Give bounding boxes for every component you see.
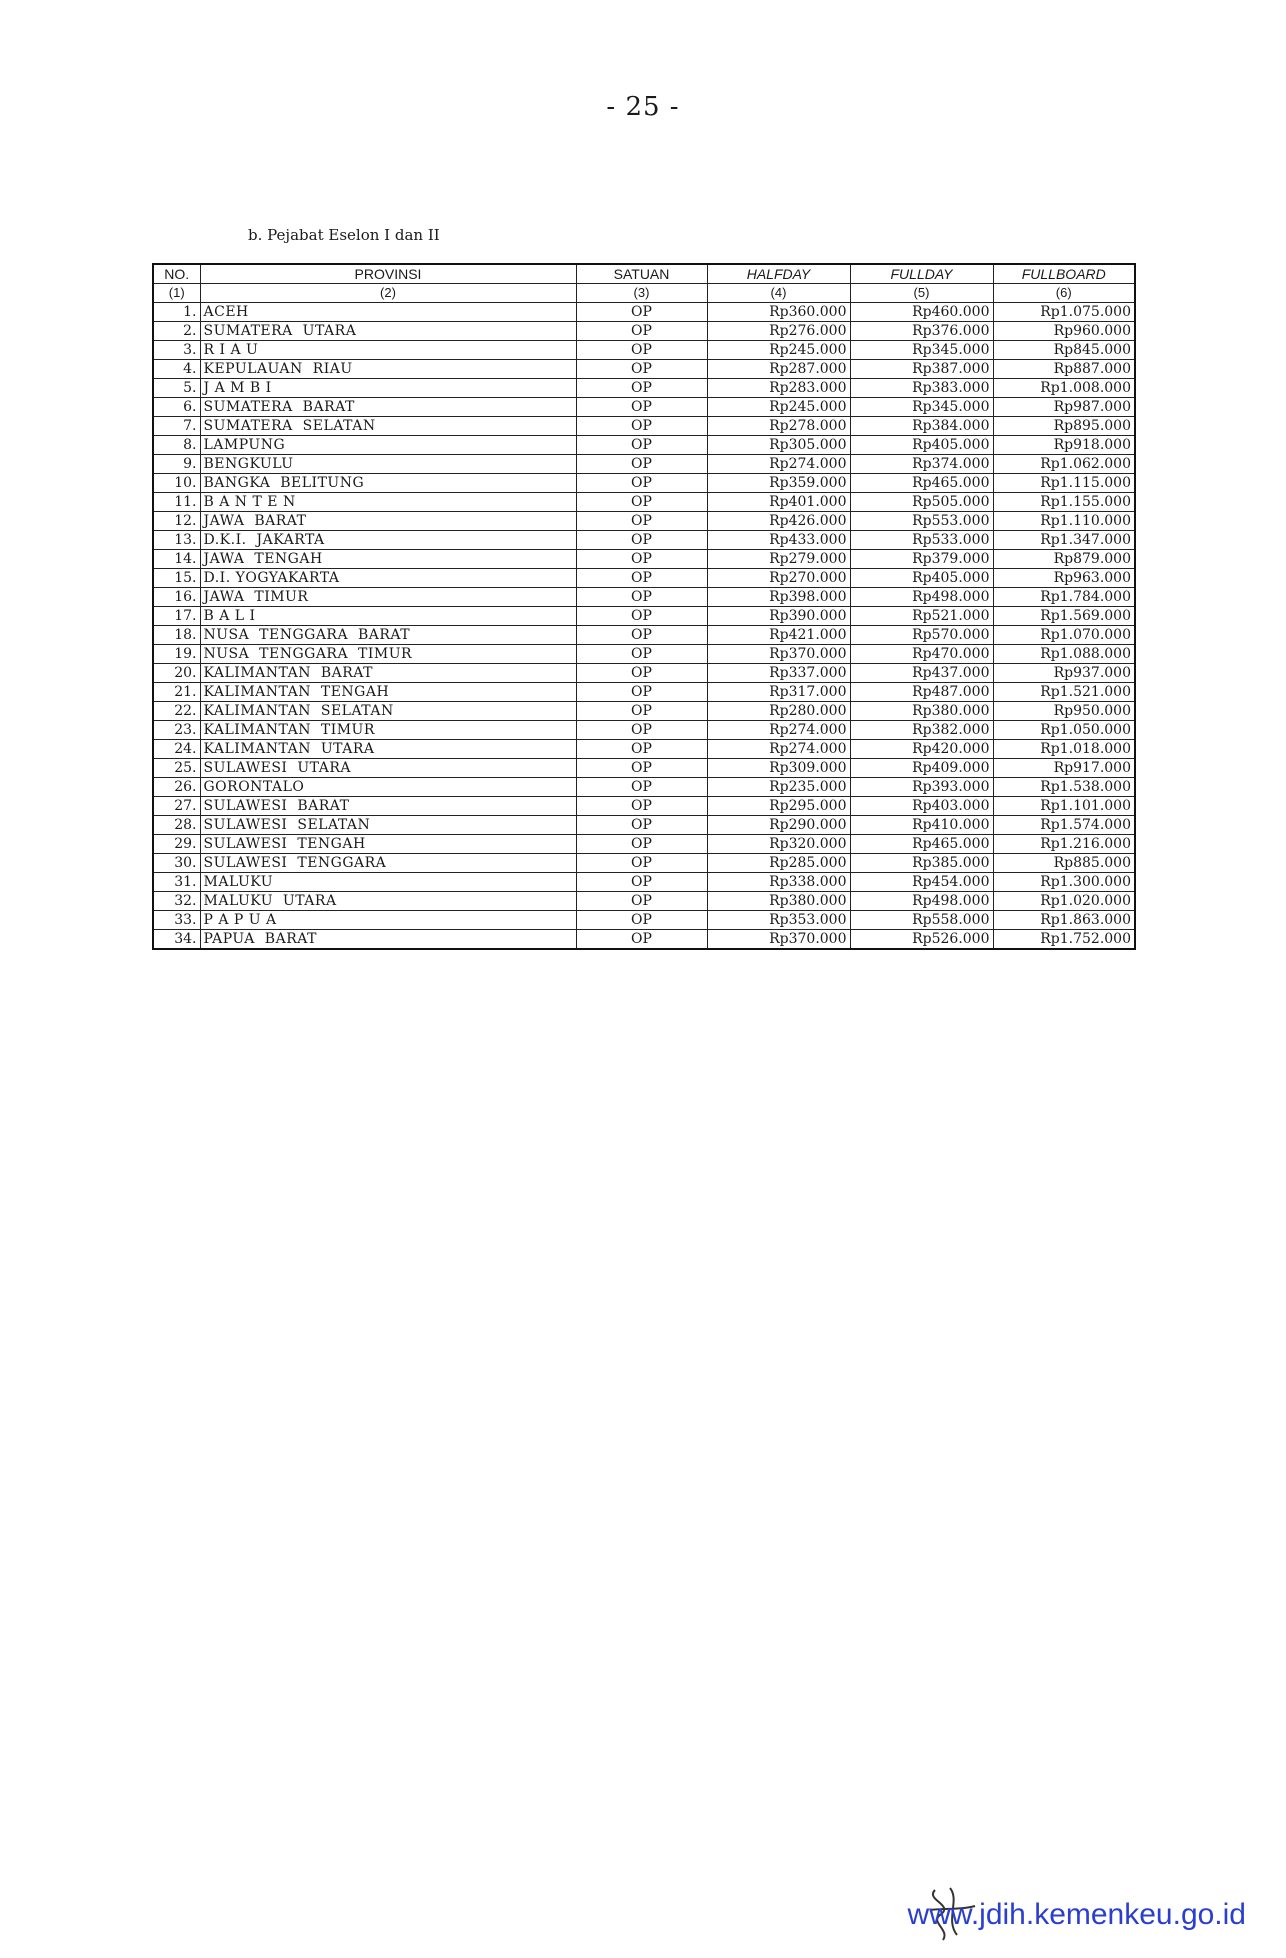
row-number: 20. (153, 664, 200, 683)
header-halfday: HALFDAY (707, 264, 850, 284)
table-row (153, 702, 1135, 721)
row-number: 6. (153, 398, 200, 417)
fullboard-rate: Rp1.155.000 (993, 493, 1135, 512)
fullday-rate: Rp382.000 (850, 721, 993, 740)
unit: OP (576, 645, 707, 664)
fullboard-rate: Rp963.000 (993, 569, 1135, 588)
fullday-rate: Rp409.000 (850, 759, 993, 778)
province-name: BENGKULU (200, 455, 576, 474)
province-name: NUSA TENGGARA TIMUR (200, 645, 576, 664)
fullday-rate: Rp465.000 (850, 474, 993, 493)
header-fullday: FULLDAY (850, 264, 993, 284)
halfday-rate: Rp280.000 (707, 702, 850, 721)
halfday-rate: Rp338.000 (707, 873, 850, 892)
unit: OP (576, 911, 707, 930)
province-name: GORONTALO (200, 778, 576, 797)
row-number: 21. (153, 683, 200, 702)
fullday-rate: Rp570.000 (850, 626, 993, 645)
fullday-rate: Rp553.000 (850, 512, 993, 531)
row-number: 29. (153, 835, 200, 854)
fullday-rate: Rp558.000 (850, 911, 993, 930)
row-number: 26. (153, 778, 200, 797)
province-name: LAMPUNG (200, 436, 576, 455)
column-number: (3) (576, 284, 707, 303)
fullboard-rate: Rp1.300.000 (993, 873, 1135, 892)
column-number: (4) (707, 284, 850, 303)
table-row (153, 512, 1135, 531)
unit: OP (576, 873, 707, 892)
table-row (153, 797, 1135, 816)
unit: OP (576, 740, 707, 759)
halfday-rate: Rp295.000 (707, 797, 850, 816)
halfday-rate: Rp279.000 (707, 550, 850, 569)
table-row (153, 303, 1135, 322)
fullboard-rate: Rp879.000 (993, 550, 1135, 569)
table-row (153, 683, 1135, 702)
row-number: 5. (153, 379, 200, 398)
unit: OP (576, 303, 707, 322)
unit: OP (576, 531, 707, 550)
fullday-rate: Rp505.000 (850, 493, 993, 512)
row-number: 4. (153, 360, 200, 379)
table-row (153, 474, 1135, 493)
unit: OP (576, 569, 707, 588)
row-number: 12. (153, 512, 200, 531)
fullday-rate: Rp526.000 (850, 930, 993, 950)
fullday-rate: Rp460.000 (850, 303, 993, 322)
halfday-rate: Rp270.000 (707, 569, 850, 588)
unit: OP (576, 626, 707, 645)
halfday-rate: Rp245.000 (707, 341, 850, 360)
fullday-rate: Rp345.000 (850, 341, 993, 360)
fullday-rate: Rp384.000 (850, 417, 993, 436)
unit: OP (576, 322, 707, 341)
unit: OP (576, 360, 707, 379)
row-number: 17. (153, 607, 200, 626)
fullday-rate: Rp345.000 (850, 398, 993, 417)
halfday-rate: Rp380.000 (707, 892, 850, 911)
fullday-rate: Rp437.000 (850, 664, 993, 683)
fullboard-rate: Rp987.000 (993, 398, 1135, 417)
province-name: SUMATERA SELATAN (200, 417, 576, 436)
row-number: 19. (153, 645, 200, 664)
table-row (153, 645, 1135, 664)
fullday-rate: Rp533.000 (850, 531, 993, 550)
table-row (153, 607, 1135, 626)
table-row (153, 778, 1135, 797)
table-row (153, 398, 1135, 417)
header-fullboard: FULLBOARD (993, 264, 1135, 284)
fullboard-rate: Rp1.110.000 (993, 512, 1135, 531)
fullboard-rate: Rp1.062.000 (993, 455, 1135, 474)
table-row (153, 759, 1135, 778)
unit: OP (576, 702, 707, 721)
table-row (153, 455, 1135, 474)
province-name: JAWA TENGAH (200, 550, 576, 569)
table-row (153, 550, 1135, 569)
header-satuan: SATUAN (576, 264, 707, 284)
halfday-rate: Rp276.000 (707, 322, 850, 341)
table-row (153, 341, 1135, 360)
column-number: (1) (153, 284, 200, 303)
fullday-rate: Rp376.000 (850, 322, 993, 341)
halfday-rate: Rp359.000 (707, 474, 850, 493)
unit: OP (576, 455, 707, 474)
table-header-row (153, 264, 1135, 284)
unit: OP (576, 778, 707, 797)
row-number: 30. (153, 854, 200, 873)
province-name: KALIMANTAN BARAT (200, 664, 576, 683)
unit: OP (576, 474, 707, 493)
row-number: 27. (153, 797, 200, 816)
row-number: 13. (153, 531, 200, 550)
unit: OP (576, 930, 707, 950)
province-name: PAPUA BARAT (200, 930, 576, 950)
halfday-rate: Rp283.000 (707, 379, 850, 398)
unit: OP (576, 607, 707, 626)
unit: OP (576, 512, 707, 531)
table-row (153, 379, 1135, 398)
fullboard-rate: Rp937.000 (993, 664, 1135, 683)
unit: OP (576, 683, 707, 702)
fullday-rate: Rp393.000 (850, 778, 993, 797)
fullday-rate: Rp374.000 (850, 455, 993, 474)
fullday-rate: Rp420.000 (850, 740, 993, 759)
fullboard-rate: Rp1.075.000 (993, 303, 1135, 322)
halfday-rate: Rp353.000 (707, 911, 850, 930)
fullday-rate: Rp383.000 (850, 379, 993, 398)
unit: OP (576, 892, 707, 911)
province-name: MALUKU UTARA (200, 892, 576, 911)
section-title: b. Pejabat Eselon I dan II (248, 226, 440, 244)
fullday-rate: Rp521.000 (850, 607, 993, 626)
table-row (153, 835, 1135, 854)
table-row (153, 911, 1135, 930)
row-number: 18. (153, 626, 200, 645)
fullboard-rate: Rp917.000 (993, 759, 1135, 778)
fullboard-rate: Rp1.070.000 (993, 626, 1135, 645)
fullboard-rate: Rp1.115.000 (993, 474, 1135, 493)
province-name: SULAWESI BARAT (200, 797, 576, 816)
column-number: (6) (993, 284, 1135, 303)
province-name: SULAWESI UTARA (200, 759, 576, 778)
row-number: 23. (153, 721, 200, 740)
unit: OP (576, 417, 707, 436)
fullboard-rate: Rp950.000 (993, 702, 1135, 721)
halfday-rate: Rp309.000 (707, 759, 850, 778)
fullboard-rate: Rp1.521.000 (993, 683, 1135, 702)
fullboard-rate: Rp1.050.000 (993, 721, 1135, 740)
table-row (153, 322, 1135, 341)
fullday-rate: Rp387.000 (850, 360, 993, 379)
table-row (153, 930, 1135, 950)
table-row (153, 436, 1135, 455)
row-number: 25. (153, 759, 200, 778)
row-number: 33. (153, 911, 200, 930)
province-name: SULAWESI SELATAN (200, 816, 576, 835)
rates-table (152, 263, 1136, 950)
unit: OP (576, 759, 707, 778)
province-name: KALIMANTAN TENGAH (200, 683, 576, 702)
unit: OP (576, 341, 707, 360)
province-name: BANGKA BELITUNG (200, 474, 576, 493)
province-name: B A N T E N (200, 493, 576, 512)
province-name: B A L I (200, 607, 576, 626)
table-row (153, 626, 1135, 645)
row-number: 11. (153, 493, 200, 512)
halfday-rate: Rp320.000 (707, 835, 850, 854)
fullboard-rate: Rp1.216.000 (993, 835, 1135, 854)
unit: OP (576, 854, 707, 873)
row-number: 3. (153, 341, 200, 360)
halfday-rate: Rp337.000 (707, 664, 850, 683)
row-number: 32. (153, 892, 200, 911)
row-number: 1. (153, 303, 200, 322)
fullday-rate: Rp498.000 (850, 588, 993, 607)
halfday-rate: Rp390.000 (707, 607, 850, 626)
row-number: 7. (153, 417, 200, 436)
fullboard-rate: Rp1.088.000 (993, 645, 1135, 664)
province-name: JAWA BARAT (200, 512, 576, 531)
province-name: SULAWESI TENGGARA (200, 854, 576, 873)
province-name: D.I. YOGYAKARTA (200, 569, 576, 588)
table-row (153, 417, 1135, 436)
fullboard-rate: Rp1.347.000 (993, 531, 1135, 550)
province-name: SUMATERA BARAT (200, 398, 576, 417)
halfday-rate: Rp401.000 (707, 493, 850, 512)
province-name: MALUKU (200, 873, 576, 892)
row-number: 31. (153, 873, 200, 892)
halfday-rate: Rp274.000 (707, 455, 850, 474)
fullday-rate: Rp454.000 (850, 873, 993, 892)
fullboard-rate: Rp1.008.000 (993, 379, 1135, 398)
header-no: NO. (153, 264, 200, 284)
province-name: KALIMANTAN TIMUR (200, 721, 576, 740)
table-row (153, 531, 1135, 550)
unit: OP (576, 550, 707, 569)
province-name: KALIMANTAN UTARA (200, 740, 576, 759)
fullday-rate: Rp385.000 (850, 854, 993, 873)
unit: OP (576, 436, 707, 455)
column-number: (2) (200, 284, 576, 303)
fullday-rate: Rp403.000 (850, 797, 993, 816)
unit: OP (576, 398, 707, 417)
fullday-rate: Rp405.000 (850, 569, 993, 588)
row-number: 9. (153, 455, 200, 474)
fullday-rate: Rp405.000 (850, 436, 993, 455)
fullboard-rate: Rp1.569.000 (993, 607, 1135, 626)
halfday-rate: Rp360.000 (707, 303, 850, 322)
table-row (153, 360, 1135, 379)
fullboard-rate: Rp1.018.000 (993, 740, 1135, 759)
fullboard-rate: Rp845.000 (993, 341, 1135, 360)
province-name: ACEH (200, 303, 576, 322)
fullboard-rate: Rp1.752.000 (993, 930, 1135, 950)
row-number: 2. (153, 322, 200, 341)
fullboard-rate: Rp1.863.000 (993, 911, 1135, 930)
table-row (153, 740, 1135, 759)
halfday-rate: Rp317.000 (707, 683, 850, 702)
fullday-rate: Rp465.000 (850, 835, 993, 854)
table-row (153, 873, 1135, 892)
column-number-row (153, 284, 1135, 303)
table-row (153, 721, 1135, 740)
province-name: JAWA TIMUR (200, 588, 576, 607)
table-row (153, 569, 1135, 588)
province-name: SUMATERA UTARA (200, 322, 576, 341)
province-name: D.K.I. JAKARTA (200, 531, 576, 550)
table-row (153, 892, 1135, 911)
fullday-rate: Rp498.000 (850, 892, 993, 911)
halfday-rate: Rp433.000 (707, 531, 850, 550)
fullday-rate: Rp410.000 (850, 816, 993, 835)
unit: OP (576, 379, 707, 398)
fullboard-rate: Rp1.101.000 (993, 797, 1135, 816)
row-number: 24. (153, 740, 200, 759)
province-name: P A P U A (200, 911, 576, 930)
province-name: R I A U (200, 341, 576, 360)
unit: OP (576, 493, 707, 512)
halfday-rate: Rp287.000 (707, 360, 850, 379)
fullboard-rate: Rp1.574.000 (993, 816, 1135, 835)
halfday-rate: Rp421.000 (707, 626, 850, 645)
fullboard-rate: Rp918.000 (993, 436, 1135, 455)
unit: OP (576, 816, 707, 835)
halfday-rate: Rp370.000 (707, 645, 850, 664)
halfday-rate: Rp305.000 (707, 436, 850, 455)
row-number: 10. (153, 474, 200, 493)
unit: OP (576, 835, 707, 854)
fullday-rate: Rp470.000 (850, 645, 993, 664)
fullday-rate: Rp379.000 (850, 550, 993, 569)
row-number: 16. (153, 588, 200, 607)
table-row (153, 816, 1135, 835)
row-number: 15. (153, 569, 200, 588)
fullboard-rate: Rp895.000 (993, 417, 1135, 436)
unit: OP (576, 797, 707, 816)
page-number: - 25 - (606, 92, 680, 122)
fullboard-rate: Rp1.784.000 (993, 588, 1135, 607)
row-number: 22. (153, 702, 200, 721)
table-row (153, 664, 1135, 683)
row-number: 34. (153, 930, 200, 950)
halfday-rate: Rp290.000 (707, 816, 850, 835)
column-number: (5) (850, 284, 993, 303)
province-name: SULAWESI TENGAH (200, 835, 576, 854)
header-provinsi: PROVINSI (200, 264, 576, 284)
unit: OP (576, 664, 707, 683)
fullboard-rate: Rp1.020.000 (993, 892, 1135, 911)
row-number: 28. (153, 816, 200, 835)
fullday-rate: Rp380.000 (850, 702, 993, 721)
halfday-rate: Rp235.000 (707, 778, 850, 797)
unit: OP (576, 588, 707, 607)
fullboard-rate: Rp960.000 (993, 322, 1135, 341)
province-name: NUSA TENGGARA BARAT (200, 626, 576, 645)
unit: OP (576, 721, 707, 740)
province-name: J A M B I (200, 379, 576, 398)
table-row (153, 588, 1135, 607)
halfday-rate: Rp274.000 (707, 721, 850, 740)
halfday-rate: Rp274.000 (707, 740, 850, 759)
row-number: 8. (153, 436, 200, 455)
province-name: KALIMANTAN SELATAN (200, 702, 576, 721)
fullboard-rate: Rp887.000 (993, 360, 1135, 379)
halfday-rate: Rp426.000 (707, 512, 850, 531)
row-number: 14. (153, 550, 200, 569)
fullboard-rate: Rp1.538.000 (993, 778, 1135, 797)
halfday-rate: Rp370.000 (707, 930, 850, 950)
table-row (153, 854, 1135, 873)
province-name: KEPULAUAN RIAU (200, 360, 576, 379)
halfday-rate: Rp245.000 (707, 398, 850, 417)
fullday-rate: Rp487.000 (850, 683, 993, 702)
table-body (153, 303, 1135, 950)
fullboard-rate: Rp885.000 (993, 854, 1135, 873)
halfday-rate: Rp398.000 (707, 588, 850, 607)
table-row (153, 493, 1135, 512)
halfday-rate: Rp278.000 (707, 417, 850, 436)
halfday-rate: Rp285.000 (707, 854, 850, 873)
footer-link[interactable]: www.jdih.kemenkeu.go.id (907, 1898, 1246, 1931)
